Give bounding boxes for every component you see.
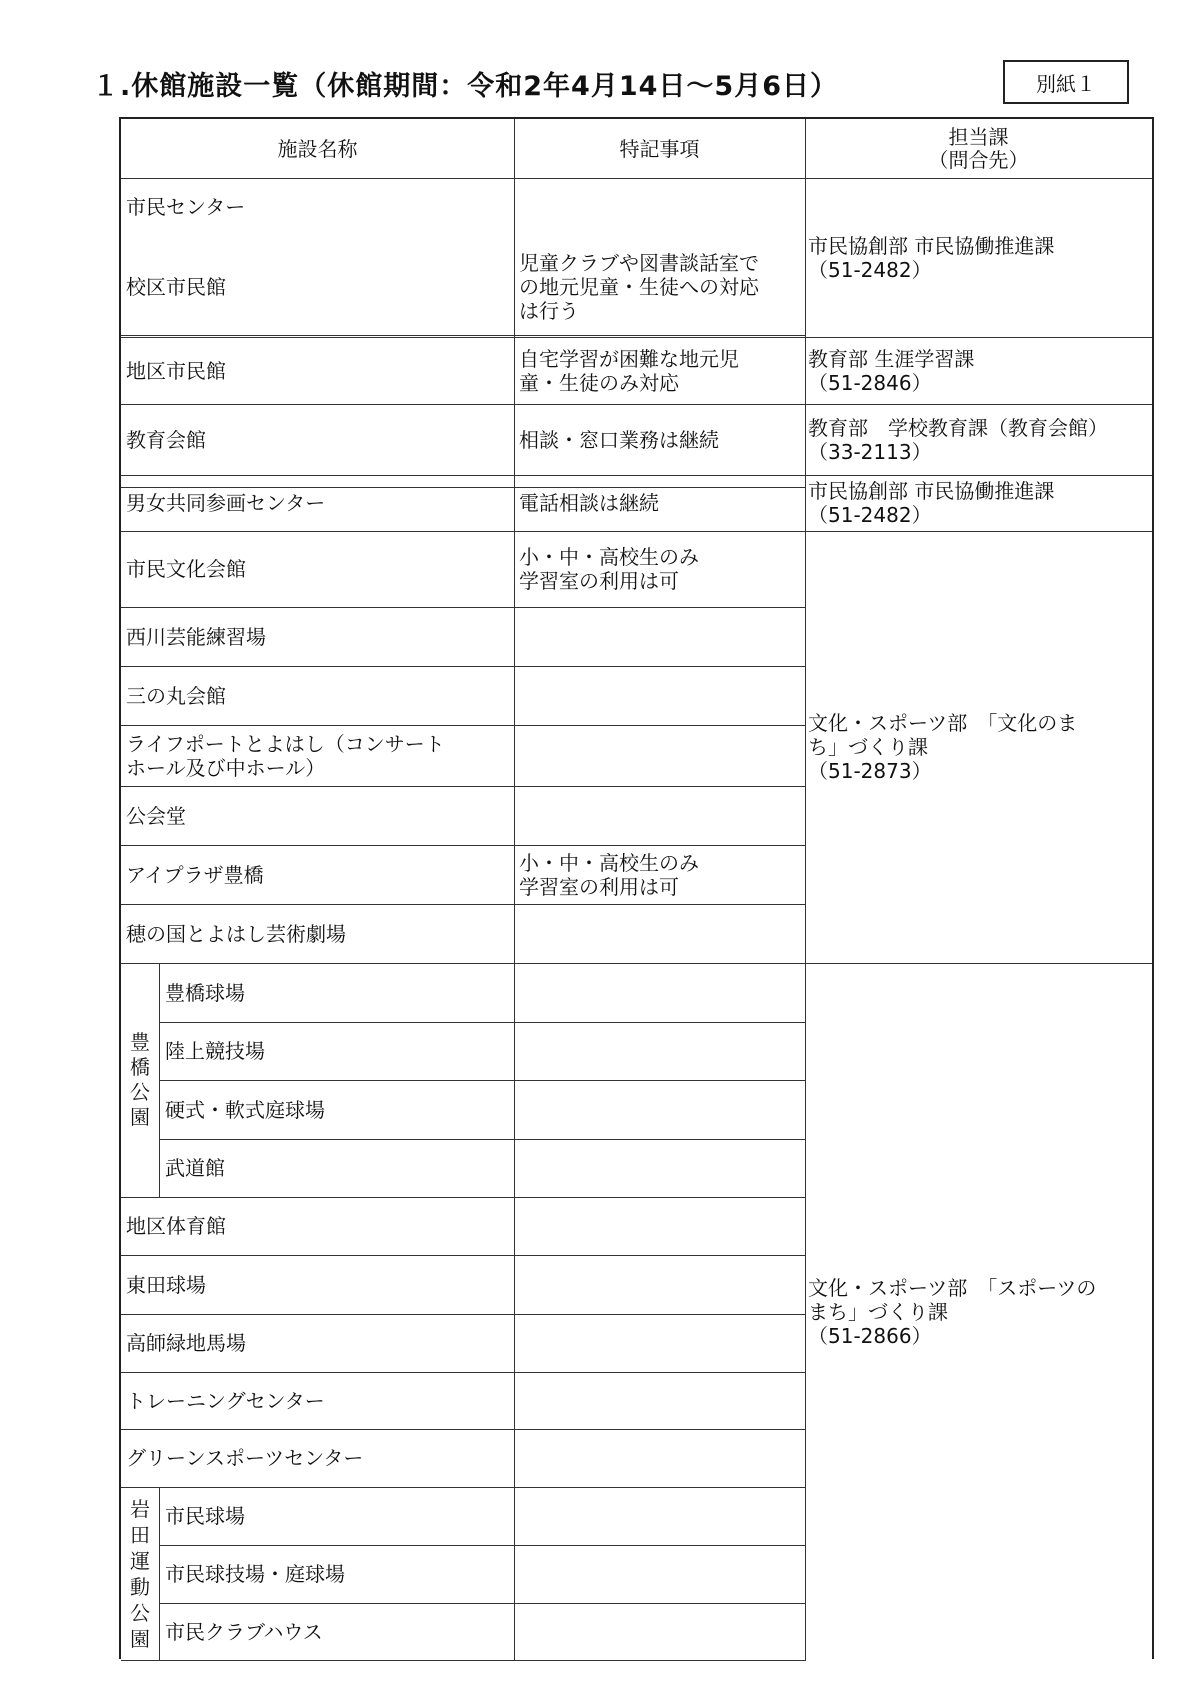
group-label-iwata-park: 岩 田 運 動 公 園 (130, 1497, 150, 1651)
department-contact: 市民協創部 市民協働推進課 （51-2482） (808, 233, 1055, 282)
facility-name: 高師緑地馬場 (126, 1331, 246, 1355)
department-contact: 教育部 学校教育課（教育会館） （33-2113） (808, 415, 1108, 464)
note-text: 自宅学習が困難な地元児 童・生徒のみ対応 (519, 346, 739, 395)
note-text: 小・中・高校生のみ 学習室の利用は可 (519, 850, 699, 899)
facility-name: 教育会館 (126, 427, 206, 452)
department-contact: 文化・スポーツ部 「文化のま ち」づくり課 （51-2873） (808, 711, 1078, 783)
facility-name: 市民センター (126, 195, 246, 219)
facility-name: 校区市民館 (126, 274, 226, 299)
facility-name: ライフポートとよはし（コンサート ホール及び中ホール） (126, 731, 445, 780)
department-contact: 市民協創部 市民協働推進課 （51-2482） (808, 479, 1055, 527)
facility-name: トレーニングセンター (126, 1388, 325, 1413)
facility-name: グリーンスポーツセンター (126, 1446, 364, 1470)
facility-name: アイプラザ豊橋 (126, 862, 264, 887)
facility-name: 市民クラブハウス (165, 1619, 323, 1644)
page-title: １.休館施設一覧（休館期間：令和2年4月14日～5月6日） (92, 71, 838, 102)
facility-name: 東田球場 (126, 1272, 206, 1297)
facility-name: 市民球技場・庭球場 (165, 1562, 345, 1586)
facility-name: 公会堂 (126, 803, 186, 828)
facility-table (119, 117, 1154, 1659)
department-contact: 教育部 生涯学習課 （51-2846） (808, 346, 975, 395)
row-divider (121, 1660, 514, 1661)
header-facility: 施設名称 (277, 136, 358, 161)
facility-name: 三の丸会館 (126, 683, 226, 708)
department-contact: 文化・スポーツ部 「スポーツの まち」づくり課 （51-2866） (808, 1276, 1097, 1348)
header-department: 担当課 （問合先） (928, 124, 1029, 172)
facility-name: 男女共同参画センター (126, 491, 326, 515)
header-notes: 特記事項 (619, 136, 700, 161)
facility-name: 陸上競技場 (165, 1039, 265, 1063)
annex-label: 別紙１ (1003, 60, 1129, 104)
facility-name: 市民球場 (165, 1504, 245, 1528)
facility-name: 穂の国とよはし芸術劇場 (126, 921, 346, 946)
facility-name: 豊橋球場 (165, 980, 245, 1005)
group-label-toyohashi-park: 豊 橋 公 園 (130, 1030, 150, 1129)
facility-name: 武道館 (165, 1156, 225, 1180)
note-text: 電話相談は継続 (519, 491, 659, 515)
note-text: 児童クラブや図書談話室で の地元児童・生徒への対応 は行う (519, 250, 759, 323)
facility-name: 市民文化会館 (126, 557, 246, 581)
facility-name: 硬式・軟式庭球場 (165, 1097, 325, 1122)
note-text: 相談・窓口業務は継続 (519, 427, 719, 452)
note-text: 小・中・高校生のみ 学習室の利用は可 (519, 545, 699, 593)
facility-name: 西川芸能練習場 (126, 624, 266, 649)
facility-name: 地区市民館 (126, 358, 226, 383)
facility-name: 地区体育館 (126, 1214, 226, 1238)
